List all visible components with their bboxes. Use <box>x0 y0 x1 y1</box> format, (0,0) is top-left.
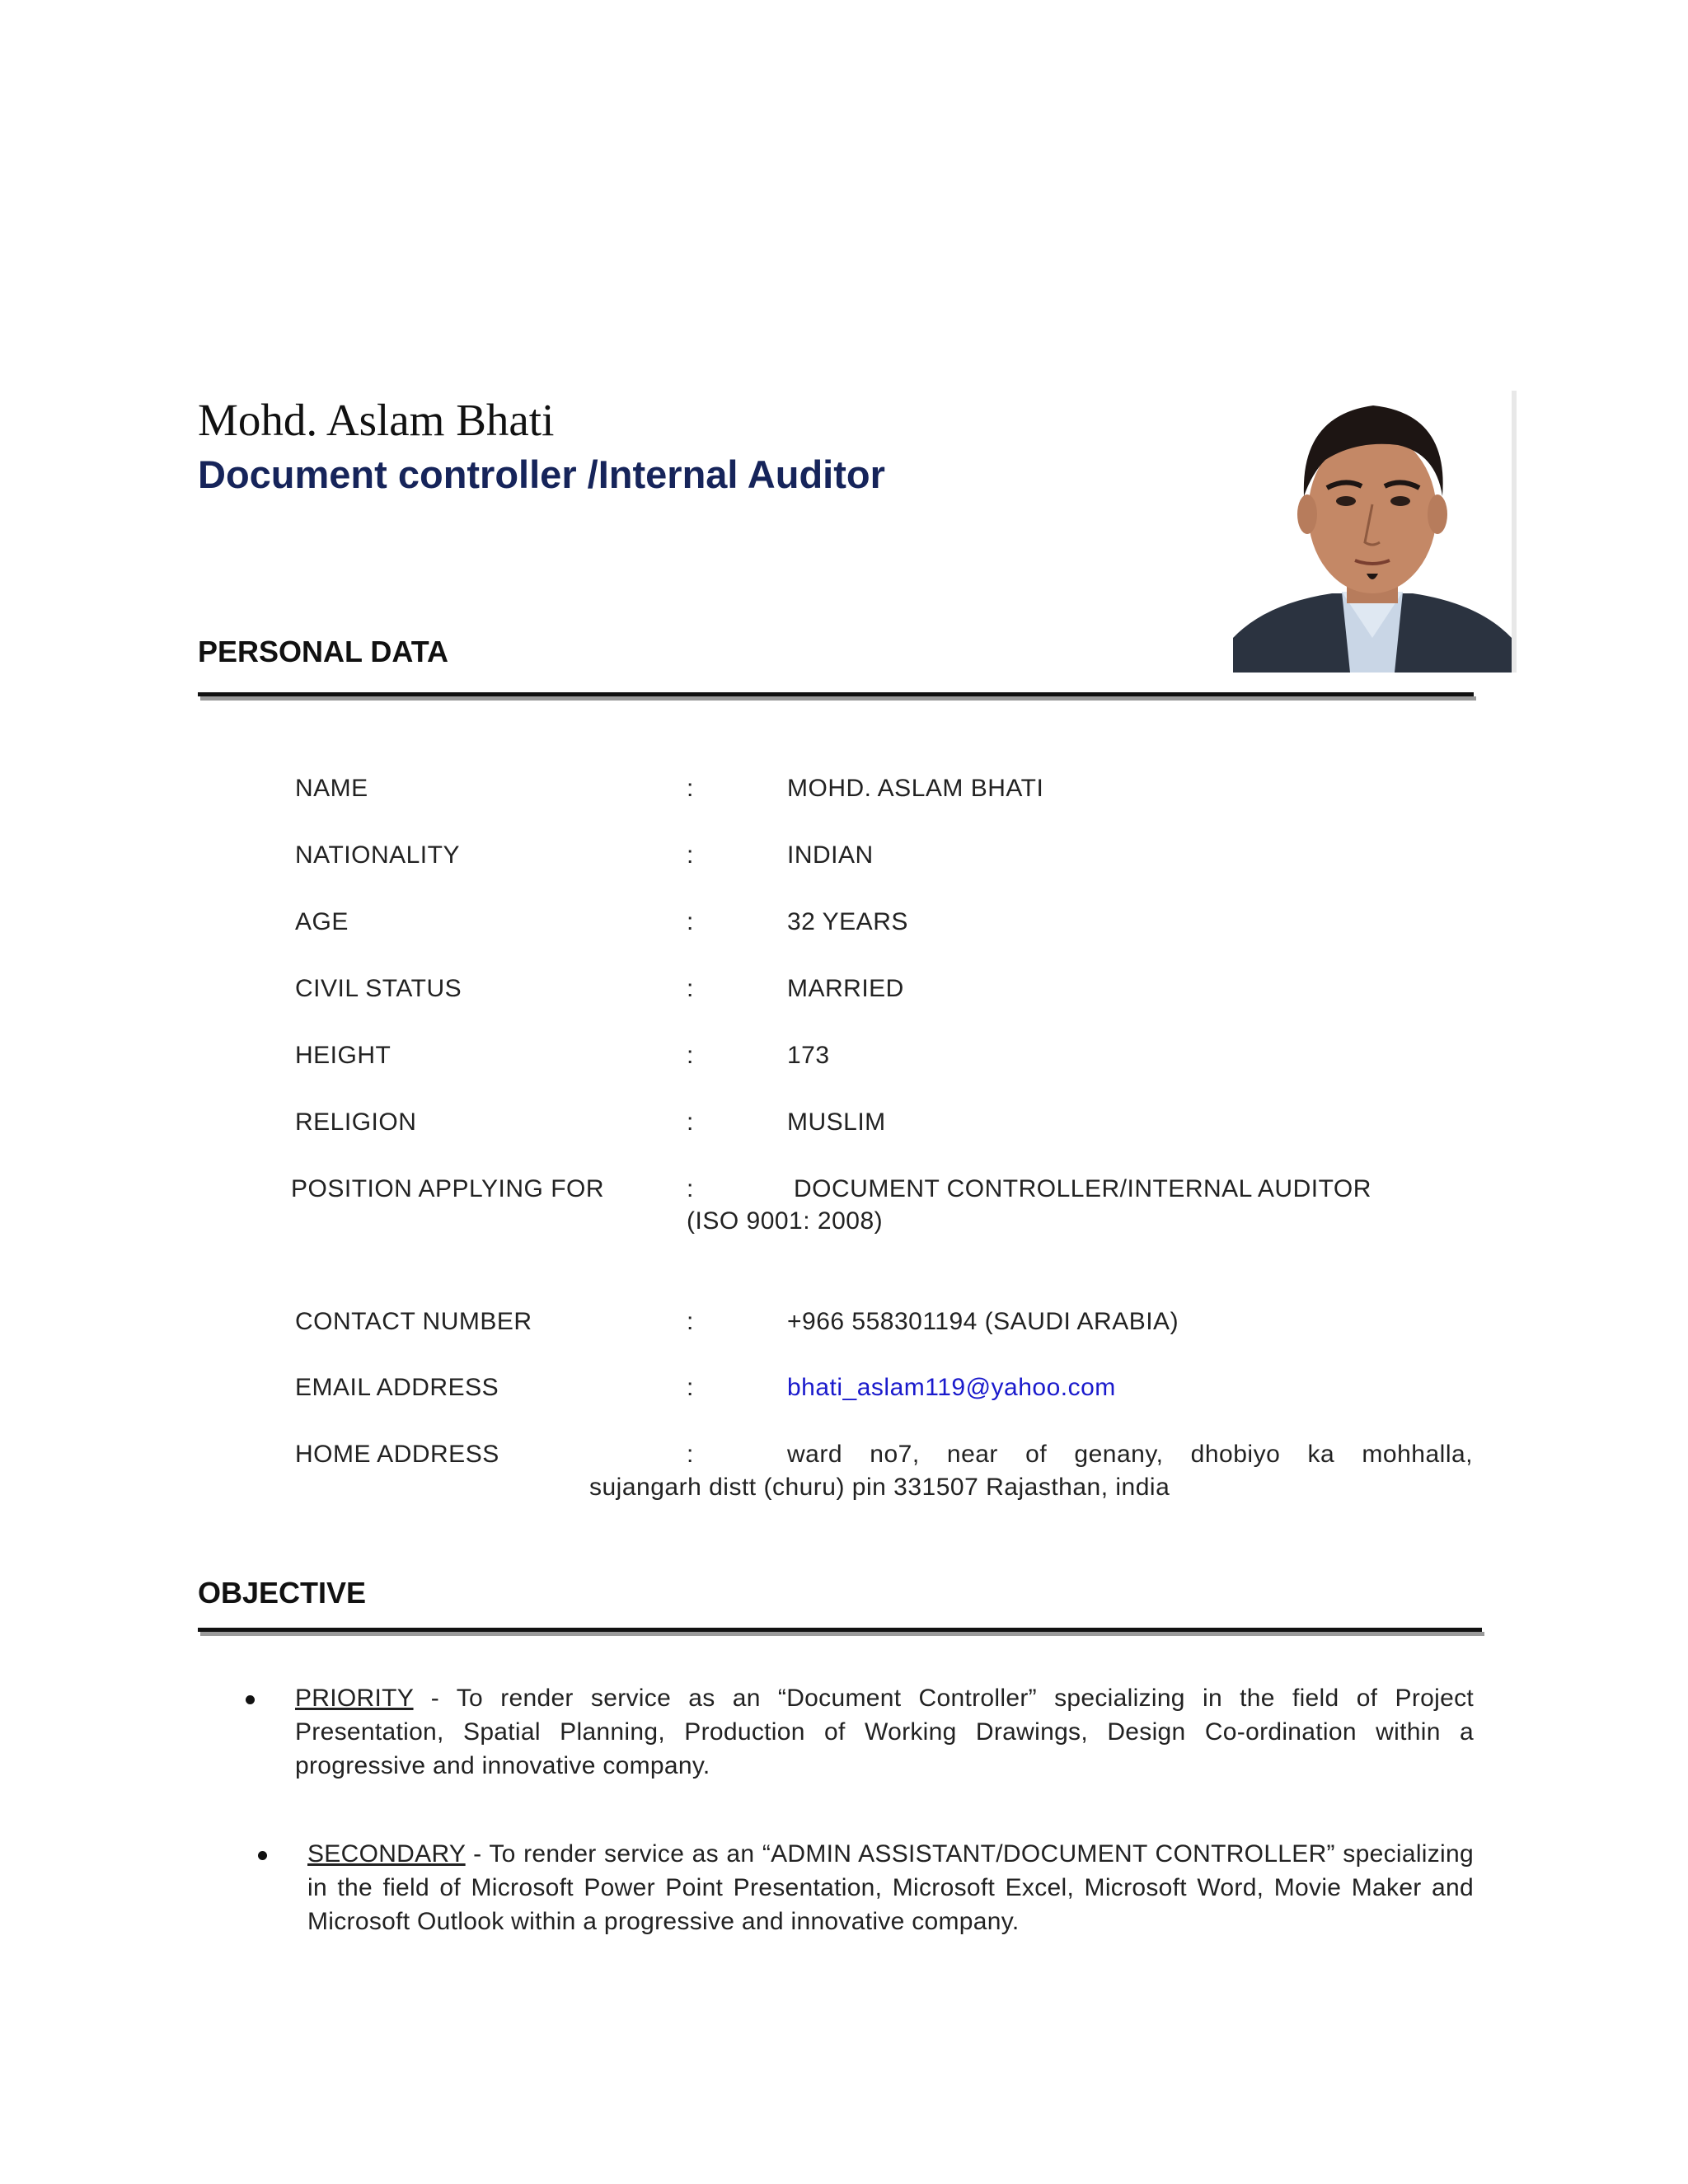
home-address-value: ward no7, near of genany, dhobiyo ka mohhalla, <box>787 1441 1473 1468</box>
profile-photo-icon <box>1233 391 1512 673</box>
separator: : <box>687 775 694 802</box>
name-value: MOHD. ASLAM BHATI <box>787 775 1044 802</box>
job-title: Document controller /Internal Auditor <box>198 452 885 496</box>
candidate-name: Mohd. Aslam Bhati <box>198 395 555 445</box>
home-address-label: HOME ADDRESS <box>295 1441 499 1468</box>
age-value: 32 YEARS <box>787 908 908 935</box>
height-label: HEIGHT <box>295 1042 392 1069</box>
contact-label: CONTACT NUMBER <box>295 1308 532 1335</box>
section-divider <box>198 1628 1482 1632</box>
section-heading-objective: OBJECTIVE <box>198 1576 367 1610</box>
separator: : <box>687 1108 694 1136</box>
separator: : <box>687 1374 694 1401</box>
home-address-value-continued: sujangarh distt (churu) pin 331507 Rajasthan, india <box>589 1474 1170 1501</box>
civil-status-label: CIVIL STATUS <box>295 975 462 1002</box>
email-label: EMAIL ADDRESS <box>295 1374 499 1401</box>
profile-photo <box>1233 391 1517 673</box>
height-value: 173 <box>787 1042 830 1069</box>
nationality-value: INDIAN <box>787 841 874 869</box>
separator: : <box>687 1308 694 1335</box>
objective-secondary <box>307 1837 1474 1938</box>
religion-value: MUSLIM <box>787 1108 886 1136</box>
position-value: DOCUMENT CONTROLLER/INTERNAL AUDITOR <box>794 1175 1372 1202</box>
civil-status-value: MARRIED <box>787 975 904 1002</box>
secondary-key: SECONDARY <box>307 1840 466 1868</box>
objective-priority <box>295 1681 1474 1783</box>
section-divider <box>198 692 1474 696</box>
religion-label: RELIGION <box>295 1108 417 1136</box>
separator: : <box>687 1175 694 1202</box>
priority-key: PRIORITY <box>295 1685 414 1712</box>
position-value-continued: (ISO 9001: 2008) <box>687 1207 884 1235</box>
bullet-icon <box>258 1851 267 1860</box>
priority-text: - To render service as an “Document Controller” specializing in the field of Project Presentation, Spatial Planning, Production of Working Drawings, Design Co-ordination within a progressive and innovative company. <box>295 1685 1474 1779</box>
bullet-icon <box>246 1695 255 1704</box>
separator: : <box>687 1441 694 1468</box>
position-label: POSITION APPLYING FOR <box>291 1175 605 1202</box>
contact-value: +966 558301194 (SAUDI ARABIA) <box>787 1308 1179 1335</box>
separator: : <box>687 841 694 869</box>
email-link[interactable]: bhati_aslam119@yahoo.com <box>787 1374 1116 1401</box>
separator: : <box>687 908 694 935</box>
age-label: AGE <box>295 908 349 935</box>
separator: : <box>687 975 694 1002</box>
secondary-text: - To render service as an “ADMIN ASSISTANT/DOCUMENT CONTROLLER” specializing in the field of Microsoft Power Point Presentation, Microsoft Excel, Microsoft Word, Movie Maker and Microsoft Outlook within a progressive and innovative company. <box>307 1840 1474 1935</box>
separator: : <box>687 1042 694 1069</box>
section-heading-personal-data: PERSONAL DATA <box>198 635 449 668</box>
nationality-label: NATIONALITY <box>295 841 460 869</box>
name-label: NAME <box>295 775 368 802</box>
